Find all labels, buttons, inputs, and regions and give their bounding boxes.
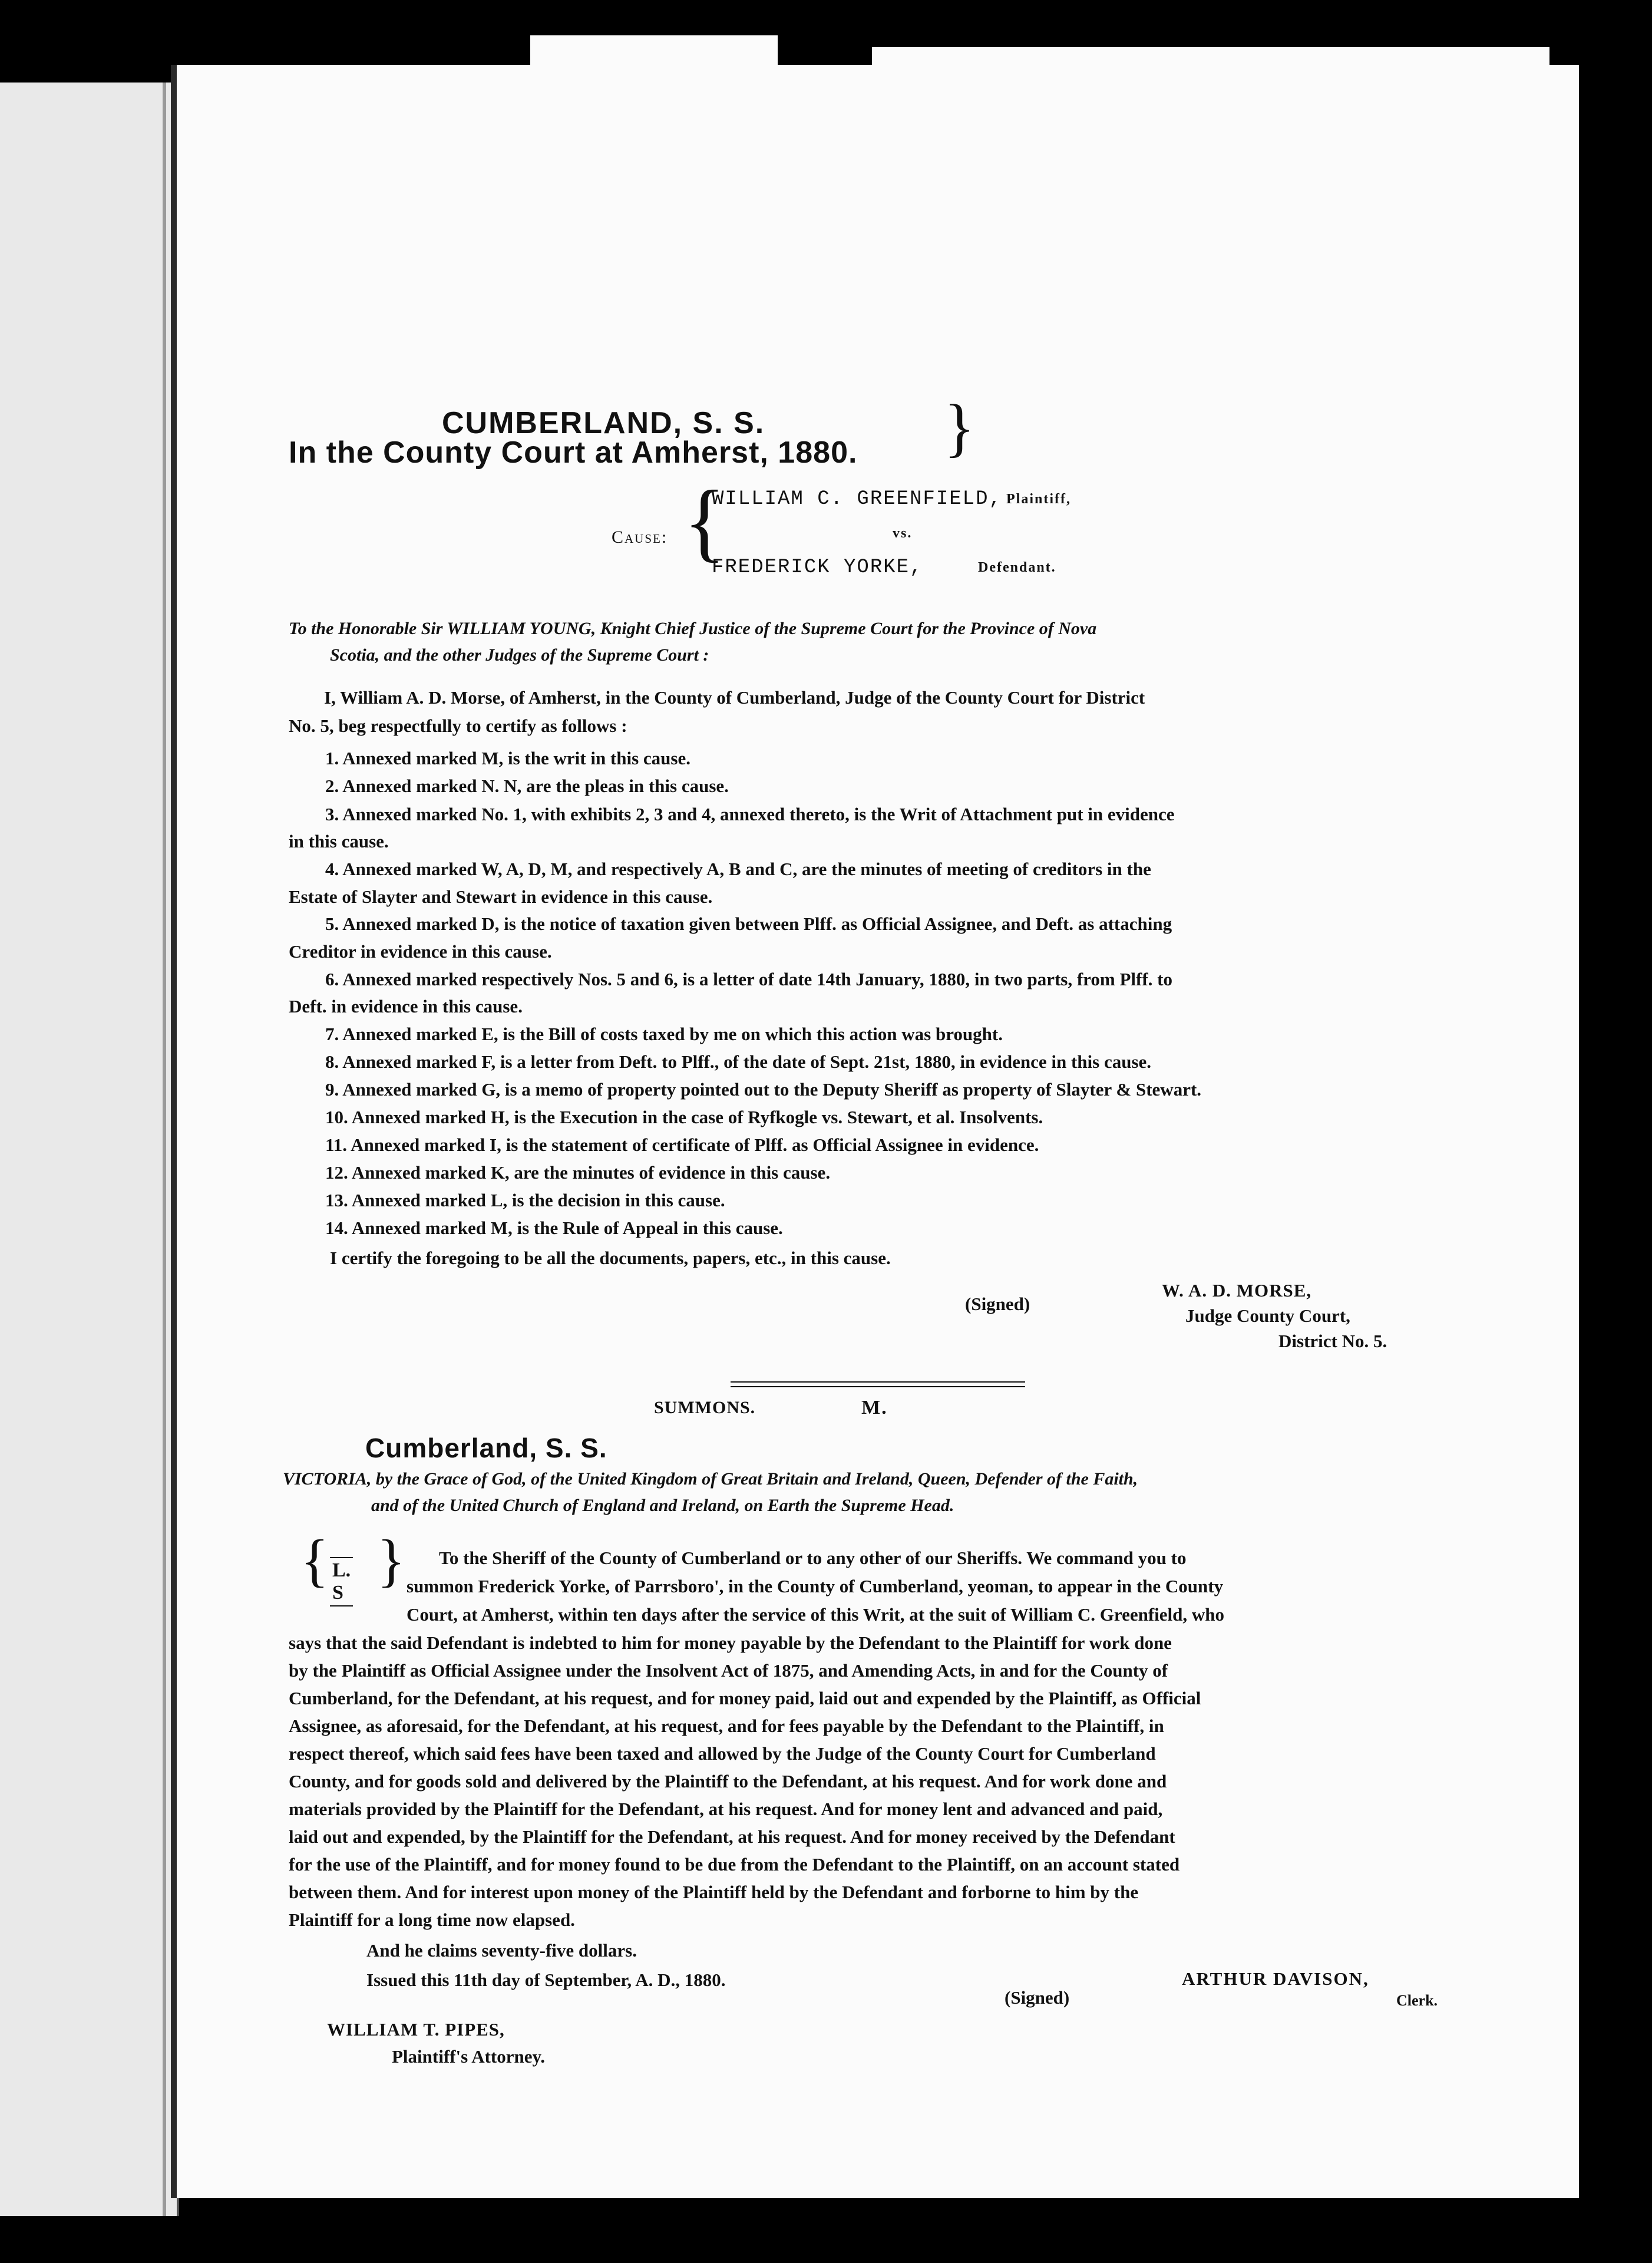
item-10: 10. Annexed marked H, is the Execution in the case of Ryfkogle vs. Stewart, et al. Insolvents.	[325, 1107, 1043, 1127]
facing-page-edge	[0, 83, 179, 2216]
plaintiff-name: WILLIAM C. GREENFIELD,	[712, 488, 1002, 510]
clerk-name: ARTHUR DAVISON,	[1182, 1968, 1369, 1989]
item-9: 9. Annexed marked G, is a memo of property pointed out to the Deputy Sheriff as property of Slayter & Stewart.	[325, 1079, 1202, 1100]
document-page	[171, 65, 1579, 2198]
defendant-name: FREDERICK YORKE,	[712, 556, 923, 579]
item-5-cont: Creditor in evidence in this cause.	[289, 941, 552, 962]
judge-name: W. A. D. MORSE,	[1162, 1280, 1312, 1301]
item-7: 7. Annexed marked E, is the Bill of costs taxed by me on which this action was brought.	[325, 1024, 1003, 1044]
claim-line: And he claims seventy-five dollars.	[366, 1940, 637, 1961]
seal-brace-right: }	[377, 1528, 405, 1593]
judge-title: Judge County Court,	[1185, 1305, 1350, 1326]
plaintiff-role: Plaintiff,	[1006, 491, 1071, 507]
item-8: 8. Annexed marked F, is a letter from Deft. to Plff., of the date of Sept. 21st, 1880, in evidence in this cause.	[325, 1051, 1152, 1072]
summons-signed-label: (Signed)	[1005, 1987, 1070, 2008]
victoria-line-1: VICTORIA, by the Grace of God, of the United Kingdom of Great Britain and Ireland, Queen, Defender of the Faith,	[283, 1469, 1138, 1489]
torn-edge	[872, 47, 1549, 83]
summons-body-11: laid out and expended, by the Plaintiff for the Defendant, at his request. And for money received by the Defendant	[289, 1826, 1175, 1847]
item-5: 5. Annexed marked D, is the notice of taxation given between Plff. as Official Assignee, and Deft. as attaching	[325, 913, 1172, 934]
seal-label: L. S	[330, 1557, 353, 1606]
item-6-cont: Deft. in evidence in this cause.	[289, 996, 523, 1017]
item-1: 1. Annexed marked M, is the writ in this cause.	[325, 748, 690, 768]
summons-body-3: Court, at Amherst, within ten days after the service of this Writ, at the suit of William C. Greenfield, who	[407, 1604, 1225, 1625]
item-11: 11. Annexed marked I, is the statement of certificate of Plff. as Official Assignee in evidence.	[325, 1134, 1039, 1155]
torn-edge	[530, 35, 778, 71]
clerk-title: Clerk.	[1396, 1992, 1438, 2009]
item-6: 6. Annexed marked respectively Nos. 5 and 6, is a letter of date 14th January, 1880, in two parts, from Plff. to	[325, 969, 1172, 989]
heading-brace: }	[944, 391, 975, 463]
summons-body-12: for the use of the Plaintiff, and for money found to be due from the Defendant to the Plaintiff, on an account stated	[289, 1854, 1180, 1875]
attorney-name: WILLIAM T. PIPES,	[327, 2019, 505, 2040]
issued-line: Issued this 11th day of September, A. D., 1880.	[366, 1970, 726, 1990]
signed-label: (Signed)	[965, 1294, 1030, 1314]
summons-label: SUMMONS.	[654, 1398, 756, 1417]
summons-mark: M.	[861, 1397, 888, 1419]
summons-body-14: Plaintiff for a long time now elapsed.	[289, 1909, 575, 1930]
item-12: 12. Annexed marked K, are the minutes of evidence in this cause.	[325, 1162, 831, 1183]
address-line-1: To the Honorable Sir WILLIAM YOUNG, Knight Chief Justice of the Supreme Court for the Province of Nova	[289, 619, 1097, 638]
summons-body-8: respect thereof, which said fees have been taxed and allowed by the Judge of the County Court for Cumberland	[289, 1743, 1156, 1764]
item-2: 2. Annexed marked N. N, are the pleas in this cause.	[325, 776, 729, 796]
cause-label: Cause:	[612, 527, 668, 547]
summons-body-1: To the Sheriff of the County of Cumberland or to any other of our Sheriffs. We command you to	[439, 1548, 1187, 1568]
summons-county: Cumberland, S. S.	[365, 1433, 607, 1463]
heading-court: In the County Court at Amherst, 1880.	[289, 436, 858, 470]
item-3: 3. Annexed marked No. 1, with exhibits 2, 3 and 4, annexed thereto, is the Writ of Attachment put in evidence	[325, 804, 1175, 824]
judge-district: District No. 5.	[1278, 1331, 1387, 1351]
item-4: 4. Annexed marked W, A, D, M, and respectively A, B and C, are the minutes of meeting of creditors in the	[325, 859, 1151, 879]
intro-line-1: I, William A. D. Morse, of Amherst, in the County of Cumberland, Judge of the County Court for District	[324, 687, 1145, 708]
summons-body-4: says that the said Defendant is indebted to him for money payable by the Defendant to the Plaintiff for work done	[289, 1632, 1172, 1653]
item-3-cont: in this cause.	[289, 831, 389, 852]
versus: vs.	[893, 526, 913, 541]
heading-county: CUMBERLAND, S. S.	[442, 406, 765, 440]
summons-body-10: materials provided by the Plaintiff for the Defendant, at his request. And for money lent and advanced and paid,	[289, 1799, 1163, 1819]
summons-body-9: County, and for goods sold and delivered by the Plaintiff to the Defendant, at his request. And for work done and	[289, 1771, 1167, 1792]
summons-body-5: by the Plaintiff as Official Assignee under the Insolvent Act of 1875, and Amending Acts, in and for the County of	[289, 1660, 1168, 1681]
summons-body-7: Assignee, as aforesaid, for the Defendant, at his request, and for fees payable by the Defendant to the Plaintiff, in	[289, 1716, 1164, 1736]
summons-body-2: summon Frederick Yorke, of Parrsboro', in the County of Cumberland, yeoman, to appear in the County	[407, 1576, 1224, 1596]
item-14: 14. Annexed marked M, is the Rule of Appeal in this cause.	[325, 1218, 783, 1238]
address-line-2: Scotia, and the other Judges of the Supreme Court :	[330, 645, 709, 665]
item-4-cont: Estate of Slayter and Stewart in evidence in this cause.	[289, 886, 713, 907]
summons-body-13: between them. And for interest upon money of the Plaintiff held by the Defendant and forborne to him by the	[289, 1882, 1139, 1902]
cause-brace: {	[683, 473, 726, 570]
seal-brace-left: {	[300, 1528, 329, 1593]
victoria-line-2: and of the United Church of England and Ireland, on Earth the Supreme Head.	[371, 1496, 954, 1515]
intro-line-2: No. 5, beg respectfully to certify as follows :	[289, 715, 627, 736]
defendant-role: Defendant.	[978, 560, 1056, 575]
summons-body-6: Cumberland, for the Defendant, at his request, and for money paid, laid out and expended by the Plaintiff, as Official	[289, 1688, 1201, 1708]
section-divider	[731, 1381, 1025, 1387]
certify-line: I certify the foregoing to be all the documents, papers, etc., in this cause.	[330, 1248, 891, 1268]
attorney-title: Plaintiff's Attorney.	[392, 2046, 546, 2067]
item-13: 13. Annexed marked L, is the decision in this cause.	[325, 1190, 725, 1210]
